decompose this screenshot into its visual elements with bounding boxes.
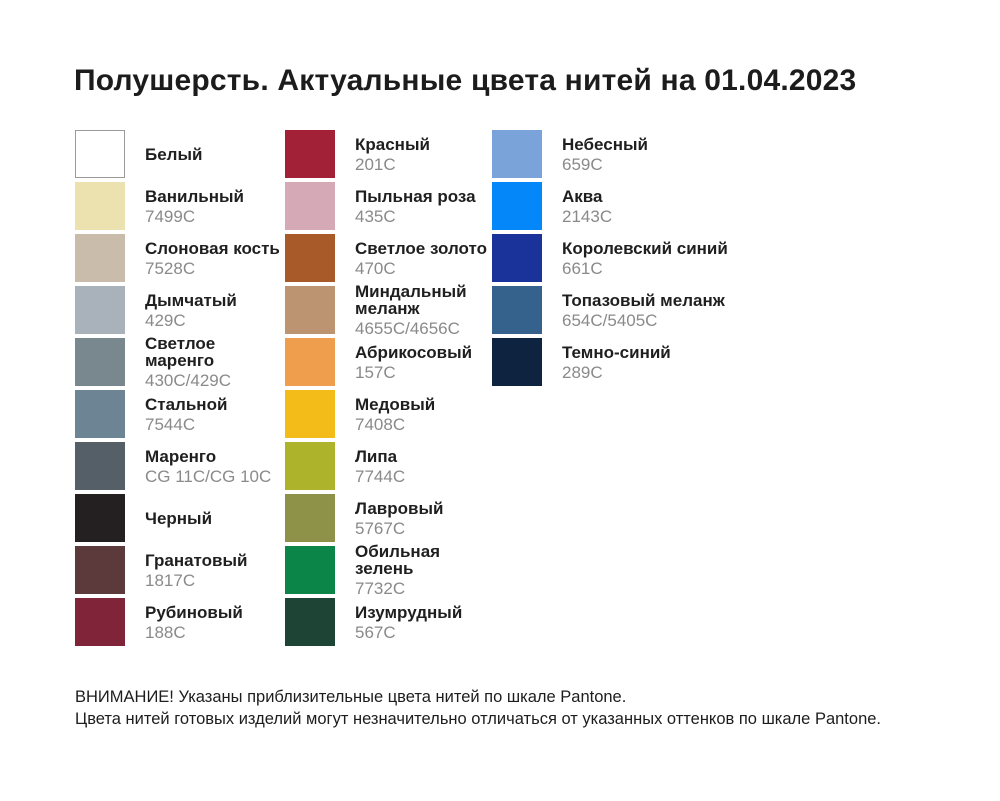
color-labels <box>562 286 762 334</box>
color-labels <box>145 286 285 334</box>
color-name: Дымчатый <box>145 290 237 310</box>
color-code: 7528C <box>145 258 196 278</box>
color-row <box>492 338 772 386</box>
color-grid <box>75 130 772 650</box>
footer-note <box>75 686 881 730</box>
color-name: Маренго <box>145 446 217 466</box>
color-code: 4655C/4656C <box>355 319 460 338</box>
color-labels <box>562 234 762 282</box>
color-labels <box>562 338 762 386</box>
color-row <box>75 286 285 334</box>
color-name: Черный <box>145 508 213 528</box>
color-swatch <box>75 494 125 542</box>
color-row <box>492 130 772 178</box>
color-code: 188C <box>145 622 186 642</box>
color-code: CG 11C/CG 10C <box>145 466 272 486</box>
color-code: 661C <box>562 258 603 278</box>
footer-line-1: ВНИМАНИЕ! Указаны приблизительные цвета нитей по шкале Pantone. <box>75 688 627 706</box>
color-row <box>75 442 285 490</box>
color-code: 430C/429C <box>145 371 232 390</box>
color-swatch <box>75 442 125 490</box>
color-code: 7744C <box>355 466 406 486</box>
color-labels <box>355 442 492 490</box>
color-row <box>285 598 492 646</box>
color-swatch <box>285 130 335 178</box>
color-labels <box>355 598 492 646</box>
color-labels <box>145 390 285 438</box>
color-row <box>492 182 772 230</box>
color-row <box>285 494 492 542</box>
color-name: Королевский синий <box>562 238 728 258</box>
color-swatch <box>75 234 125 282</box>
color-labels <box>562 182 762 230</box>
color-row <box>75 494 285 542</box>
color-swatch <box>492 286 542 334</box>
color-code: 567C <box>355 622 396 642</box>
color-swatch <box>75 286 125 334</box>
color-swatch <box>285 390 335 438</box>
color-swatch <box>75 182 125 230</box>
color-code: 201C <box>355 154 396 174</box>
color-row <box>285 234 492 282</box>
color-row <box>75 546 285 594</box>
color-name: Стальной <box>145 394 228 414</box>
color-swatch <box>285 182 335 230</box>
color-labels <box>355 390 492 438</box>
color-labels <box>145 334 285 390</box>
color-swatch <box>492 182 542 230</box>
color-code: 429C <box>145 310 186 330</box>
page-title: Полушерсть. Актуальные цвета нитей на 01.04.2023 <box>74 64 857 97</box>
color-row <box>285 390 492 438</box>
color-name: Рубиновый <box>145 602 243 622</box>
color-name: Миндальный меланж <box>355 282 467 318</box>
color-row <box>75 334 285 390</box>
color-swatch <box>75 546 125 594</box>
color-labels <box>355 130 492 178</box>
color-swatch <box>285 338 335 386</box>
color-labels <box>145 442 285 490</box>
color-row <box>285 338 492 386</box>
color-labels <box>145 546 285 594</box>
color-code: 289C <box>562 362 603 382</box>
color-labels <box>145 598 285 646</box>
color-swatch <box>492 130 542 178</box>
color-name: Пыльная роза <box>355 186 476 206</box>
color-labels <box>355 234 492 282</box>
color-swatch <box>75 390 125 438</box>
color-code: 435C <box>355 206 396 226</box>
color-name: Светлое золото <box>355 238 487 258</box>
color-name: Гранатовый <box>145 550 248 570</box>
color-name: Аква <box>562 186 603 206</box>
color-code: 5767C <box>355 518 406 538</box>
color-swatch <box>285 494 335 542</box>
color-code: 2143C <box>562 206 613 226</box>
color-code: 7732C <box>355 579 406 598</box>
footer-line-2: Цвета нитей готовых изделий могут незначительно отличаться от указанных оттенков по шкале Pantone. <box>75 710 882 728</box>
color-code: 157C <box>355 362 396 382</box>
color-code: 7544C <box>145 414 196 434</box>
color-name: Медовый <box>355 394 436 414</box>
color-labels <box>355 494 492 542</box>
color-labels <box>562 130 762 178</box>
color-row <box>492 234 772 282</box>
color-row <box>75 234 285 282</box>
color-swatch <box>285 598 335 646</box>
color-row <box>285 442 492 490</box>
color-code: 7408C <box>355 414 406 434</box>
color-labels <box>145 130 285 178</box>
color-swatch <box>285 234 335 282</box>
color-swatch <box>285 442 335 490</box>
color-swatch <box>492 338 542 386</box>
color-name: Небесный <box>562 134 648 154</box>
color-swatch <box>75 130 125 178</box>
color-name: Ванильный <box>145 186 244 206</box>
color-swatch <box>75 338 125 386</box>
color-code: 470C <box>355 258 396 278</box>
color-labels <box>145 234 285 282</box>
color-labels <box>145 182 285 230</box>
color-row <box>75 390 285 438</box>
color-swatch <box>285 286 335 334</box>
color-name: Изумрудный <box>355 602 463 622</box>
color-labels <box>355 282 492 338</box>
color-labels <box>355 182 492 230</box>
color-row <box>285 282 492 338</box>
color-labels <box>355 542 492 598</box>
color-code: 659C <box>562 154 603 174</box>
color-name: Топазовый меланж <box>562 290 725 310</box>
color-row <box>285 542 492 598</box>
color-swatch <box>285 546 335 594</box>
color-code: 654C/5405C <box>562 310 658 330</box>
color-name: Обильная зелень <box>355 542 441 578</box>
color-row <box>75 130 285 178</box>
color-name: Абрикосовый <box>355 342 473 362</box>
color-row <box>75 598 285 646</box>
color-swatch <box>75 598 125 646</box>
color-code: 7499C <box>145 206 196 226</box>
color-name: Липа <box>355 446 398 466</box>
color-row <box>285 130 492 178</box>
color-row <box>492 286 772 334</box>
color-name: Светлое маренго <box>145 334 216 370</box>
color-labels <box>355 338 492 386</box>
color-name: Красный <box>355 134 430 154</box>
color-row <box>285 182 492 230</box>
color-swatch <box>492 234 542 282</box>
color-name: Лавровый <box>355 498 444 518</box>
color-column <box>75 130 285 650</box>
color-name: Темно-синий <box>562 342 671 362</box>
color-labels <box>145 494 285 542</box>
color-name: Белый <box>145 144 203 164</box>
color-name: Слоновая кость <box>145 238 280 258</box>
color-row <box>75 182 285 230</box>
color-column <box>285 130 492 650</box>
color-column <box>492 130 772 650</box>
color-code: 1817C <box>145 570 196 590</box>
